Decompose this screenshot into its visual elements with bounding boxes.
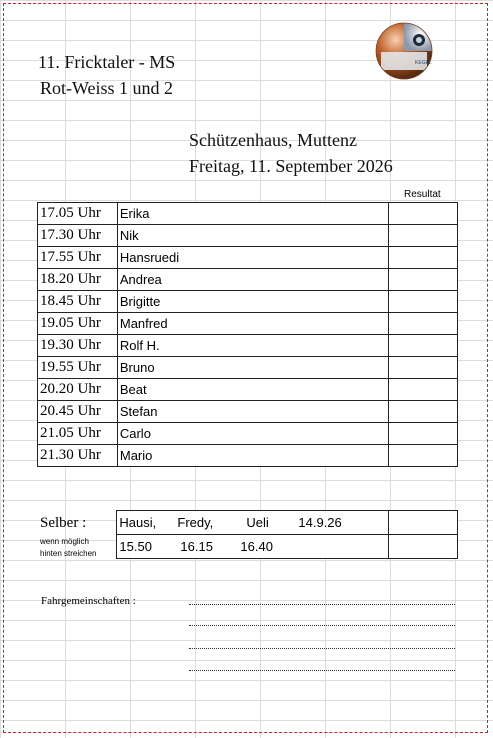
schedule-row	[38, 247, 458, 269]
schedule-row	[38, 423, 458, 445]
schedule-result-cell[interactable]	[389, 269, 458, 291]
schedule-time: 19.05 Uhr	[38, 313, 118, 335]
schedule-row	[38, 401, 458, 423]
schedule-row	[38, 269, 458, 291]
schedule-name: Nik	[117, 225, 388, 247]
schedule-time: 20.45 Uhr	[38, 401, 118, 423]
schedule-result-cell[interactable]	[389, 203, 458, 225]
schedule-time: 20.20 Uhr	[38, 379, 118, 401]
schedule-time: 17.55 Uhr	[38, 247, 118, 269]
schedule-result-cell[interactable]	[389, 291, 458, 313]
schedule-name: Andrea	[117, 269, 388, 291]
date-text: Freitag, 11. September 2026	[189, 156, 393, 176]
schedule-result-cell[interactable]	[389, 247, 458, 269]
schedule-result-cell[interactable]	[389, 313, 458, 335]
selber-time: 16.15	[180, 539, 213, 554]
schedule-time: 21.30 Uhr	[38, 445, 118, 467]
selber-name: Hausi,	[119, 515, 157, 530]
selber-names-cell[interactable]	[117, 511, 389, 535]
schedule-name: Rolf H.	[117, 335, 388, 357]
schedule-row	[38, 335, 458, 357]
schedule-table	[37, 202, 458, 467]
schedule-name: Erika	[117, 203, 388, 225]
schedule-time: 19.55 Uhr	[38, 357, 118, 379]
schedule-time: 17.05 Uhr	[38, 203, 118, 225]
selber-label: Selber :	[40, 514, 87, 531]
schedule-time: 17.30 Uhr	[38, 225, 118, 247]
schedule-time: 19.30 Uhr	[38, 335, 118, 357]
selber-label-cell	[37, 511, 117, 559]
schedule-row	[38, 445, 458, 467]
fahrgemeinschaften-line[interactable]	[189, 648, 455, 649]
bowling-ball-logo-icon	[375, 22, 433, 80]
schedule-name: Brigitte	[117, 291, 388, 313]
selber-note-line1: wenn möglich	[40, 536, 89, 546]
page-title: 11. Fricktaler - MS	[38, 52, 176, 72]
schedule-name: Beat	[117, 379, 388, 401]
selber-time: 15.50	[119, 539, 152, 554]
fahrgemeinschaften-line[interactable]	[189, 604, 455, 605]
selber-name: Ueli	[246, 515, 269, 530]
schedule-name: Carlo	[117, 423, 388, 445]
schedule-name: Manfred	[117, 313, 388, 335]
schedule-result-cell[interactable]	[389, 423, 458, 445]
schedule-row	[38, 291, 458, 313]
fahrgemeinschaften-line[interactable]	[189, 625, 455, 626]
schedule-row	[38, 203, 458, 225]
schedule-name: Stefan	[117, 401, 388, 423]
schedule-result-cell[interactable]	[389, 357, 458, 379]
schedule-time: 18.45 Uhr	[38, 291, 118, 313]
selber-result-cell[interactable]	[389, 511, 458, 535]
schedule-row	[38, 225, 458, 247]
schedule-row	[38, 313, 458, 335]
schedule-name: Mario	[117, 445, 388, 467]
schedule-time: 18.20 Uhr	[38, 269, 118, 291]
schedule-row	[38, 379, 458, 401]
venue-text: Schützenhaus, Muttenz	[189, 130, 357, 150]
schedule-result-cell[interactable]	[389, 335, 458, 357]
schedule-result-cell[interactable]	[389, 225, 458, 247]
result-column-header: Resultat	[404, 189, 441, 200]
selber-result-cell[interactable]	[389, 535, 458, 559]
schedule-result-cell[interactable]	[389, 401, 458, 423]
schedule-name: Bruno	[117, 357, 388, 379]
schedule-time: 21.05 Uhr	[38, 423, 118, 445]
fahrgemeinschaften-label: Fahrgemeinschaften :	[41, 595, 136, 607]
fahrgemeinschaften-line[interactable]	[189, 670, 455, 671]
selber-table	[37, 510, 458, 559]
page-subtitle: Rot-Weiss 1 und 2	[40, 78, 174, 98]
schedule-name: Hansruedi	[117, 247, 388, 269]
schedule-row	[38, 357, 458, 379]
selber-date: 14.9.26	[298, 515, 342, 530]
selber-name: Fredy,	[177, 515, 214, 530]
svg-text:KEGEL: KEGEL	[415, 60, 432, 66]
selber-times-cell[interactable]	[117, 535, 389, 559]
selber-time: 16.40	[240, 539, 273, 554]
schedule-result-cell[interactable]	[389, 445, 458, 467]
schedule-result-cell[interactable]	[389, 379, 458, 401]
selber-note-line2: hinten streichen	[40, 548, 97, 558]
